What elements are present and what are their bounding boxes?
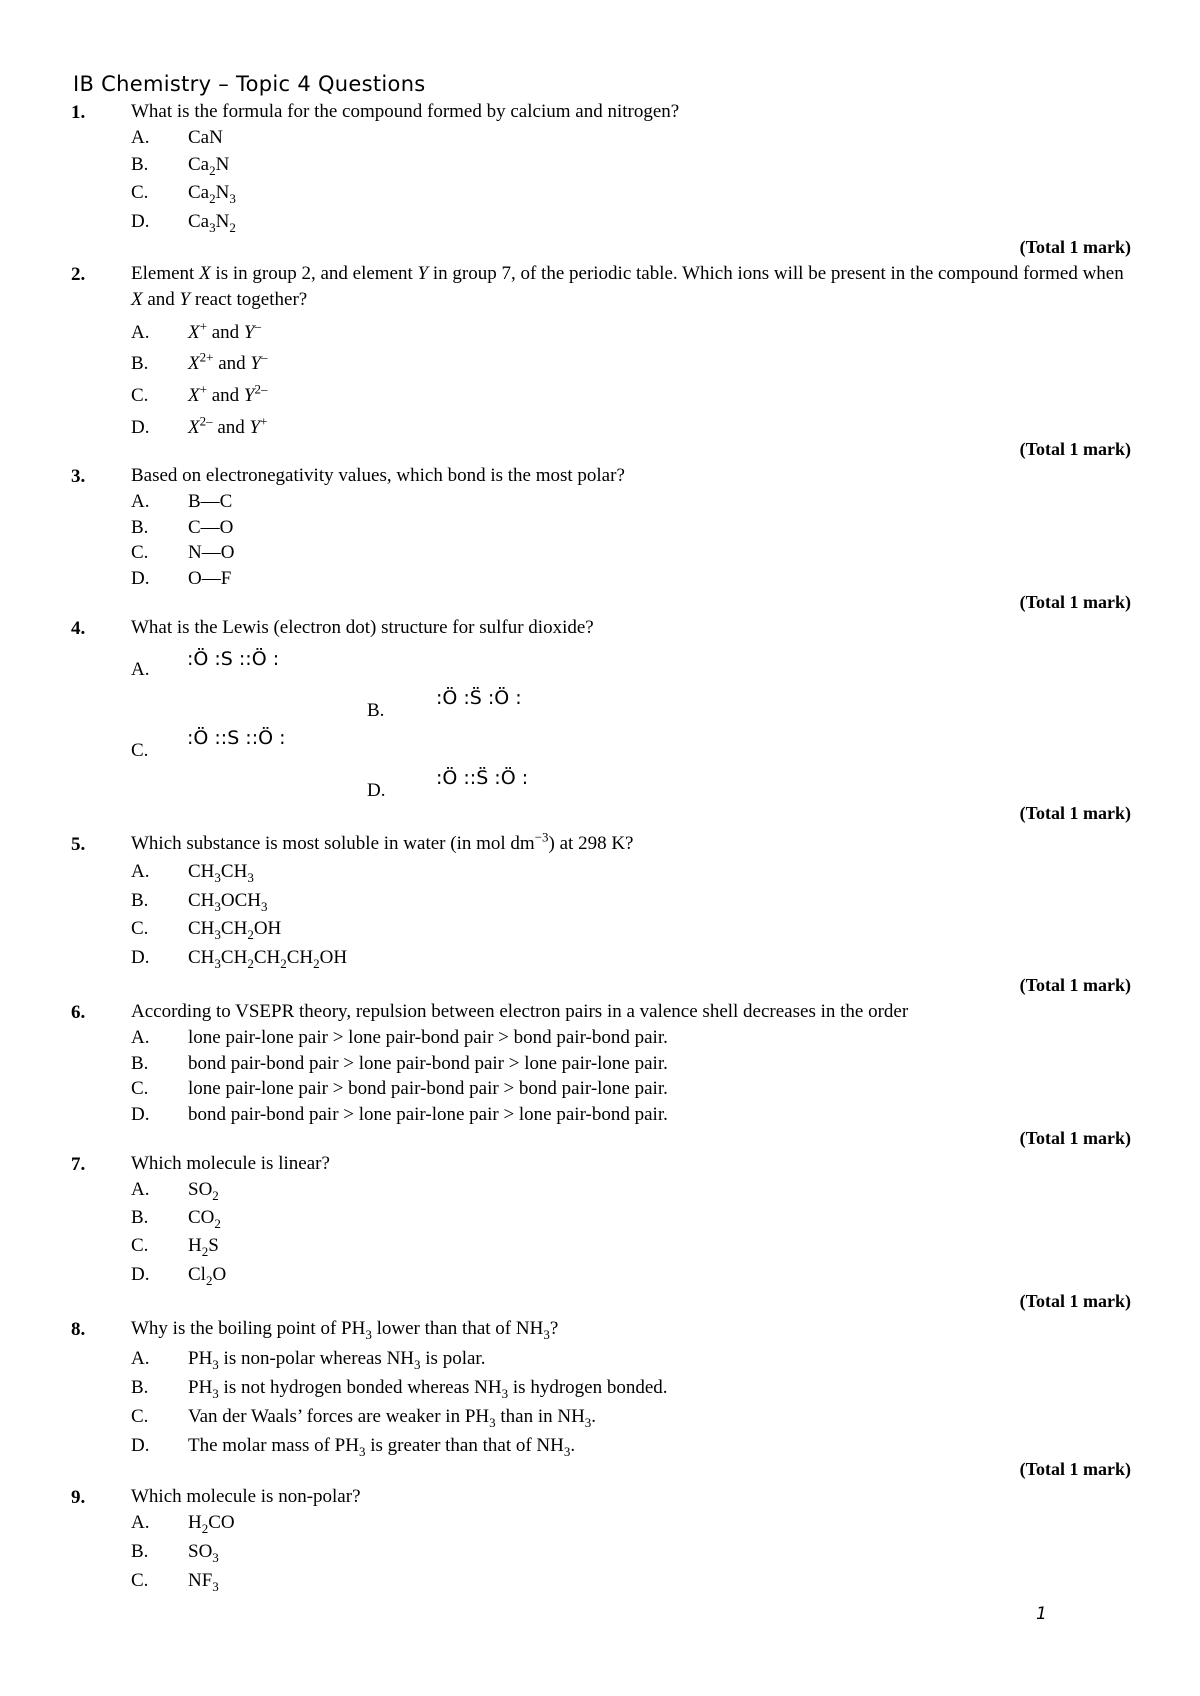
option-text: bond pair-bond pair > lone pair-bond pair > lone pair-lone pair. [188, 1053, 668, 1074]
question-stem: Which molecule is non-polar? [131, 1486, 361, 1507]
option-text: N—O [188, 542, 235, 563]
option-label: A. [131, 322, 150, 343]
option-label: B. [131, 353, 149, 374]
question-stem: What is the formula for the compound formed by calcium and nitrogen? [131, 101, 680, 122]
option-label: A. [131, 491, 150, 512]
total-mark: (Total 1 mark) [1019, 237, 1131, 257]
question-stem: Which substance is most soluble in water (in mol $dm^{-3}$) at 298 K? [131, 829, 634, 854]
total-mark: (Total 1 mark) [1019, 439, 1131, 459]
option-label: B. [131, 1377, 149, 1398]
question-stem: According to VSEPR theory, repulsion between electron pairs in a valence shell decreases in the order [131, 1001, 909, 1022]
question-number: 8. [71, 1319, 86, 1340]
question-number: 7. [71, 1154, 86, 1175]
option-label: D. [367, 780, 386, 801]
option-text: $CO_2$ [188, 1207, 221, 1231]
option-label: C. [131, 1235, 149, 1256]
question-number: 9. [71, 1487, 86, 1508]
option-label: D. [131, 417, 150, 438]
option-label: A. [131, 1512, 150, 1533]
option-label: C. [131, 542, 149, 563]
option-label: A. [131, 659, 150, 680]
option-label: A. [131, 1348, 150, 1369]
option-label: D. [131, 211, 150, 232]
option-label: B. [367, 700, 385, 721]
option-text: O—F [188, 568, 232, 589]
question-number: 6. [71, 1002, 86, 1023]
question-stem: Based on electronegativity values, which bond is the most polar? [131, 465, 625, 486]
question-stem: What is the Lewis (electron dot) structure for sulfur dioxide? [131, 617, 594, 638]
option-text: $H_2S$ [188, 1235, 219, 1259]
option-text: bond pair-bond pair > lone pair-lone pair > lone pair-bond pair. [188, 1104, 668, 1125]
option-text: $NF_3$ [188, 1570, 219, 1594]
total-mark: (Total 1 mark) [1019, 592, 1131, 612]
option-label: C. [131, 740, 149, 761]
option-text: X+ and $Y^{2-}$ [188, 381, 268, 406]
total-mark: (Total 1 mark) [1019, 975, 1131, 995]
option-label: D. [131, 1264, 150, 1285]
option-label: C. [131, 1078, 149, 1099]
lewis-structure: :Ö ::S ::Ö : [187, 727, 286, 749]
option-label: B. [131, 1053, 149, 1074]
option-label: D. [131, 947, 150, 968]
option-label: B. [131, 517, 149, 538]
option-text: CaN [188, 127, 223, 148]
question-number: 4. [71, 618, 86, 639]
question-number: 3. [71, 466, 86, 487]
option-text: $PH_3$ is non-polar whereas $NH_3$ is polar. [188, 1348, 486, 1372]
question-stem: Element X is in group 2, and element Y in group 7, of the periodic table. Which ions will be present in the compound formed when X and Y react together? [131, 263, 1124, 310]
question-stem: Which molecule is linear? [131, 1153, 330, 1174]
option-text: $Ca_2N$ [188, 154, 230, 178]
lewis-structure: :Ö ::S̈ :Ö : [436, 767, 529, 789]
option-text: C—O [188, 517, 234, 538]
option-text: X+ and Y– [188, 318, 261, 343]
option-text: $X^{2-}$ and Y+ [188, 413, 268, 438]
option-text: $CH_3CH_2CH_2CH_2OH$ [188, 947, 348, 971]
option-text: lone pair-lone pair > lone pair-bond pair > bond pair-bond pair. [188, 1027, 668, 1048]
option-text: $SO_3$ [188, 1541, 219, 1565]
option-text: $Ca_2N_3$ [188, 182, 236, 206]
total-mark: (Total 1 mark) [1019, 1291, 1131, 1311]
option-text: Van der Waals’ forces are weaker in $PH_3$ than in $NH_3$. [188, 1406, 597, 1430]
page-title: IB Chemistry – Topic 4 Questions [73, 72, 426, 96]
total-mark: (Total 1 mark) [1019, 1128, 1131, 1148]
question-number: 1. [71, 102, 86, 123]
option-label: B. [131, 890, 149, 911]
option-text: $PH_3$ is not hydrogen bonded whereas $NH_3$ is hydrogen bonded. [188, 1377, 668, 1401]
option-label: A. [131, 1179, 150, 1200]
option-label: A. [131, 861, 150, 882]
option-text: $SO_2$ [188, 1179, 219, 1203]
option-label: C. [131, 1406, 149, 1427]
option-label: D. [131, 568, 150, 589]
option-text: $H_2CO$ [188, 1512, 235, 1536]
option-text: B—C [188, 491, 233, 512]
total-mark: (Total 1 mark) [1019, 803, 1131, 823]
page-number: 1 [1036, 1604, 1047, 1624]
option-label: C. [131, 182, 149, 203]
lewis-structure: :Ö :S̈ :Ö : [436, 687, 522, 709]
option-label: D. [131, 1104, 150, 1125]
option-label: C. [131, 385, 149, 406]
question-number: 2. [71, 264, 86, 285]
option-label: B. [131, 1541, 149, 1562]
option-text: $CH_3CH_3$ [188, 861, 254, 885]
option-label: A. [131, 1027, 150, 1048]
question-stem: Why is the boiling point of $PH_3$ lower than that of $NH_3$? [131, 1318, 559, 1342]
lewis-structure: :Ö :S ::Ö : [187, 648, 280, 670]
option-text: The molar mass of $PH_3$ is greater than that of $NH_3$. [188, 1435, 576, 1459]
option-label: C. [131, 918, 149, 939]
option-text: $Ca_3N_2$ [188, 211, 236, 235]
option-text: lone pair-lone pair > bond pair-bond pair > bond pair-lone pair. [188, 1078, 668, 1099]
question-number: 5. [71, 834, 86, 855]
option-label: C. [131, 1570, 149, 1591]
option-text: $Cl_2O$ [188, 1264, 227, 1288]
option-text: $CH_3CH_2OH$ [188, 918, 282, 942]
option-label: D. [131, 1435, 150, 1456]
option-text: $CH_3OCH_3$ [188, 890, 268, 914]
option-label: A. [131, 127, 150, 148]
option-label: B. [131, 154, 149, 175]
total-mark: (Total 1 mark) [1019, 1459, 1131, 1479]
option-text: $X^{2+}$ and Y– [188, 349, 268, 374]
option-label: B. [131, 1207, 149, 1228]
